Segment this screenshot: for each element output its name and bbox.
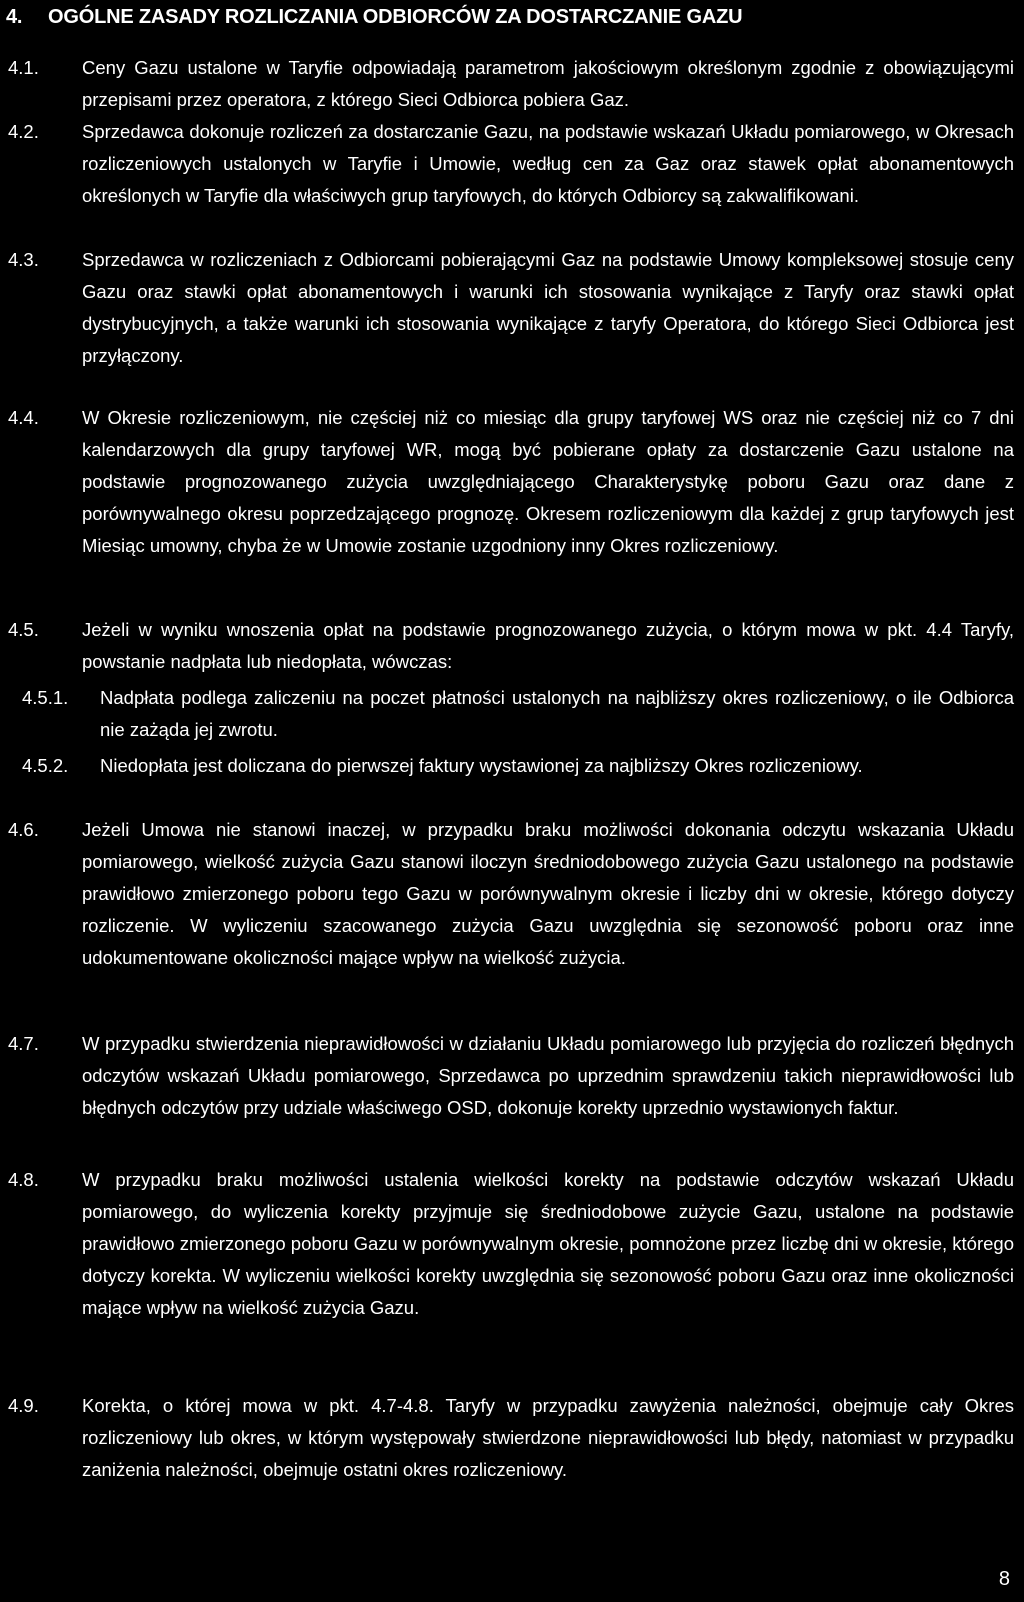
page-number: 8: [998, 1568, 1010, 1590]
paragraph-4-8: [8, 1164, 1014, 1324]
paragraph-text: W przypadku braku możliwości ustalenia wielkości korekty na podstawie odczytów wskazań Układu pomiarowego, do wyliczenia korekty przyjmuje się średniodobowe zużycie Gazu, ustalone na podstawie prawidłowo zmierzonego poboru Gazu w porównywalnym okresie, pomnożone przez liczbę dni w okresie, którego dotyczy korekta. W wyliczeniu wielkości korekty uwzględnia się sezonowość poboru Gazu oraz inne okoliczności mające wpływ na wielkość zużycia Gazu.: [82, 1169, 1014, 1318]
paragraph-number: 4.4.: [8, 407, 39, 428]
paragraph-number: 4.2.: [8, 121, 39, 142]
section-title: OGÓLNE ZASADY ROZLICZANIA ODBIORCÓW ZA DOSTARCZANIE GAZU: [48, 6, 743, 28]
paragraph-text: Sprzedawca dokonuje rozliczeń za dostarczanie Gazu, na podstawie wskazań Układu pomiarowego, w Okresach rozliczeniowych ustalonych w Taryfie i Umowie, według cen za Gaz oraz stawek opłat abonamentowych określonych w Taryfie dla właściwych grup taryfowych, do których Odbiorcy są zakwalifikowani.: [82, 121, 1014, 206]
paragraph-text: Jeżeli Umowa nie stanowi inaczej, w przypadku braku możliwości dokonania odczytu wskazania Układu pomiarowego, wielkość zużycia Gazu stanowi iloczyn średniodobowego zużycia Gazu ustalonego na podstawie prawidłowo zmierzonego poboru tego Gazu w porównywalnym okresie i liczby dni w okresie, którego dotyczy rozliczenie. W wyliczeniu szacowanego zużycia Gazu uwzględnia się sezonowość poboru oraz inne udokumentowane okoliczności mające wpływ na wielkość zużycia.: [82, 819, 1014, 968]
paragraph-4-4: [8, 402, 1014, 562]
paragraph-4-5-1: [22, 682, 1014, 746]
section-heading: [6, 6, 742, 29]
paragraph-number: 4.5.1.: [22, 687, 69, 708]
paragraph-4-9: [8, 1390, 1014, 1486]
paragraph-4-1: [8, 52, 1014, 116]
paragraph-4-5-2: [22, 750, 1014, 782]
paragraph-4-7: [8, 1028, 1014, 1124]
paragraph-number: 4.1.: [8, 57, 39, 78]
paragraph-text: Sprzedawca w rozliczeniach z Odbiorcami pobierającymi Gaz na podstawie Umowy kompleksowej stosuje ceny Gazu oraz stawki opłat abonamentowych i warunki ich stosowania wynikające z Taryfy oraz stawki opłat dystrybucyjnych, a także warunki ich stosowania wynikające z taryfy Operatora, do którego Sieci Odbiorca jest przyłączony.: [82, 249, 1014, 366]
paragraph-number: 4.6.: [8, 819, 39, 840]
paragraph-text: Korekta, o której mowa w pkt. 4.7-4.8. Taryfy w przypadku zawyżenia należności, obejmuje cały Okres rozliczeniowy lub okres, w którym występowały stwierdzone nieprawidłowości lub błędy, natomiast w przypadku zaniżenia należności, obejmuje ostatni okres rozliczeniowy.: [82, 1395, 1014, 1480]
section-number: 4.: [6, 6, 23, 28]
paragraph-text: W Okresie rozliczeniowym, nie częściej niż co miesiąc dla grupy taryfowej WS oraz nie częściej niż co 7 dni kalendarzowych dla grupy taryfowej WR, mogą być pobierane opłaty za dostarczenie Gazu ustalone na podstawie prognozowanego zużycia uwzględniającego Charakterystykę poboru Gazu oraz dane z porównywalnego okresu poprzedzającego prognozę. Okresem rozliczeniowym dla każdej z grup taryfowych jest Miesiąc umowny, chyba że w Umowie zostanie uzgodniony inny Okres rozliczeniowy.: [82, 407, 1014, 556]
paragraph-text: W przypadku stwierdzenia nieprawidłowości w działaniu Układu pomiarowego lub przyjęcia do rozliczeń błędnych odczytów wskazań Układu pomiarowego, Sprzedawca po uprzednim sprawdzeniu takich nieprawidłowości lub błędnych odczytów przy udziale właściwego OSD, dokonuje korekty uprzednio wystawionych faktur.: [82, 1033, 1014, 1118]
paragraph-text: Ceny Gazu ustalone w Taryfie odpowiadają parametrom jakościowym określonym zgodnie z obowiązującymi przepisami przez operatora, z którego Sieci Odbiorca pobiera Gaz.: [82, 57, 1014, 110]
paragraph-4-5: [8, 614, 1014, 678]
paragraph-number: 4.5.: [8, 619, 39, 640]
paragraph-text: Jeżeli w wyniku wnoszenia opłat na podstawie prognozowanego zużycia, o którym mowa w pkt. 4.4 Taryfy, powstanie nadpłata lub niedopłata, wówczas:: [82, 619, 1014, 672]
paragraph-number: 4.5.2.: [22, 755, 69, 776]
paragraph-number: 4.9.: [8, 1395, 39, 1416]
paragraph-4-3: [8, 244, 1014, 372]
paragraph-4-2: [8, 116, 1014, 212]
paragraph-text: Nadpłata podlega zaliczeniu na poczet płatności ustalonych na najbliższy okres rozliczeniowy, o ile Odbiorca nie zażąda jej zwrotu.: [100, 687, 1014, 740]
paragraph-number: 4.3.: [8, 249, 39, 270]
paragraph-number: 4.8.: [8, 1169, 39, 1190]
paragraph-number: 4.7.: [8, 1033, 39, 1054]
paragraph-text: Niedopłata jest doliczana do pierwszej faktury wystawionej za najbliższy Okres rozliczeniowy.: [100, 755, 863, 776]
paragraph-4-6: [8, 814, 1014, 974]
